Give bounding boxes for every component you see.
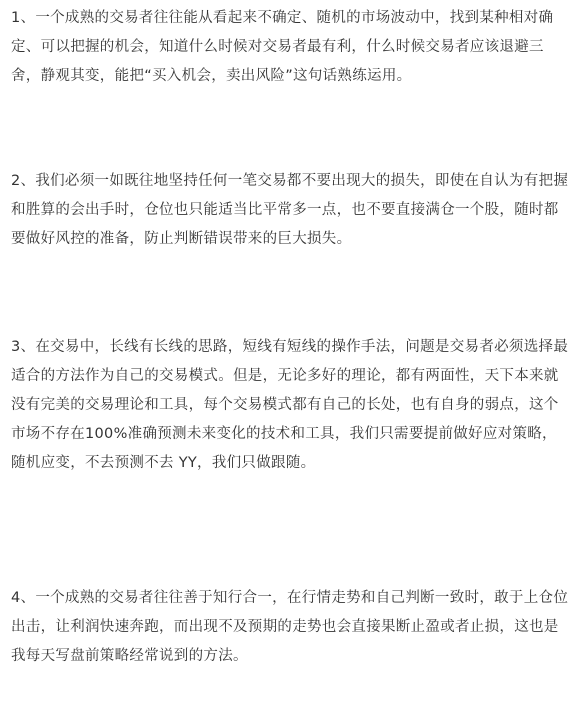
paragraph-1: 1、一个成熟的交易者往往能从看起来不确定、随机的市场波动中，找到某种相对确定、可以把握的机会，知道什么时候对交易者最有利，什么时候交易者应该退避三舍，静观其变，能把“买入机会，卖出风险”这句话熟练运用。	[11, 10, 554, 84]
paragraph-3: 3、在交易中，长线有长线的思路，短线有短线的操作手法，问题是交易者必须选择最适合的方法作为自己的交易模式。但是，无论多好的理论，都有两面性，天下本来就没有完美的交易理论和工具，每个交易模式都有自己的长处，也有自身的弱点，这个市场不存在100%准确预测未来变化的技术和工具，我们只需要提前做好应对策略，随机应变，不去预测不去 YY，我们只做跟随。	[11, 339, 569, 471]
paragraph-4: 4、一个成熟的交易者往往善于知行合一，在行情走势和自己判断一致时，敢于上仓位出击，让利润快速奔跑，而出现不及预期的走势也会直接果断止盈或者止损，这也是我每天写盘前策略经常说到的方法。	[11, 590, 569, 664]
paragraph-2: 2、我们必须一如既往地坚持任何一笔交易都不要出现大的损失，即使在自认为有把握和胜算的会出手时，仓位也只能适当比平常多一点，也不要直接满仓一个股，随时都要做好风控的准备，防止判断错误带来的巨大损失。	[11, 173, 569, 247]
